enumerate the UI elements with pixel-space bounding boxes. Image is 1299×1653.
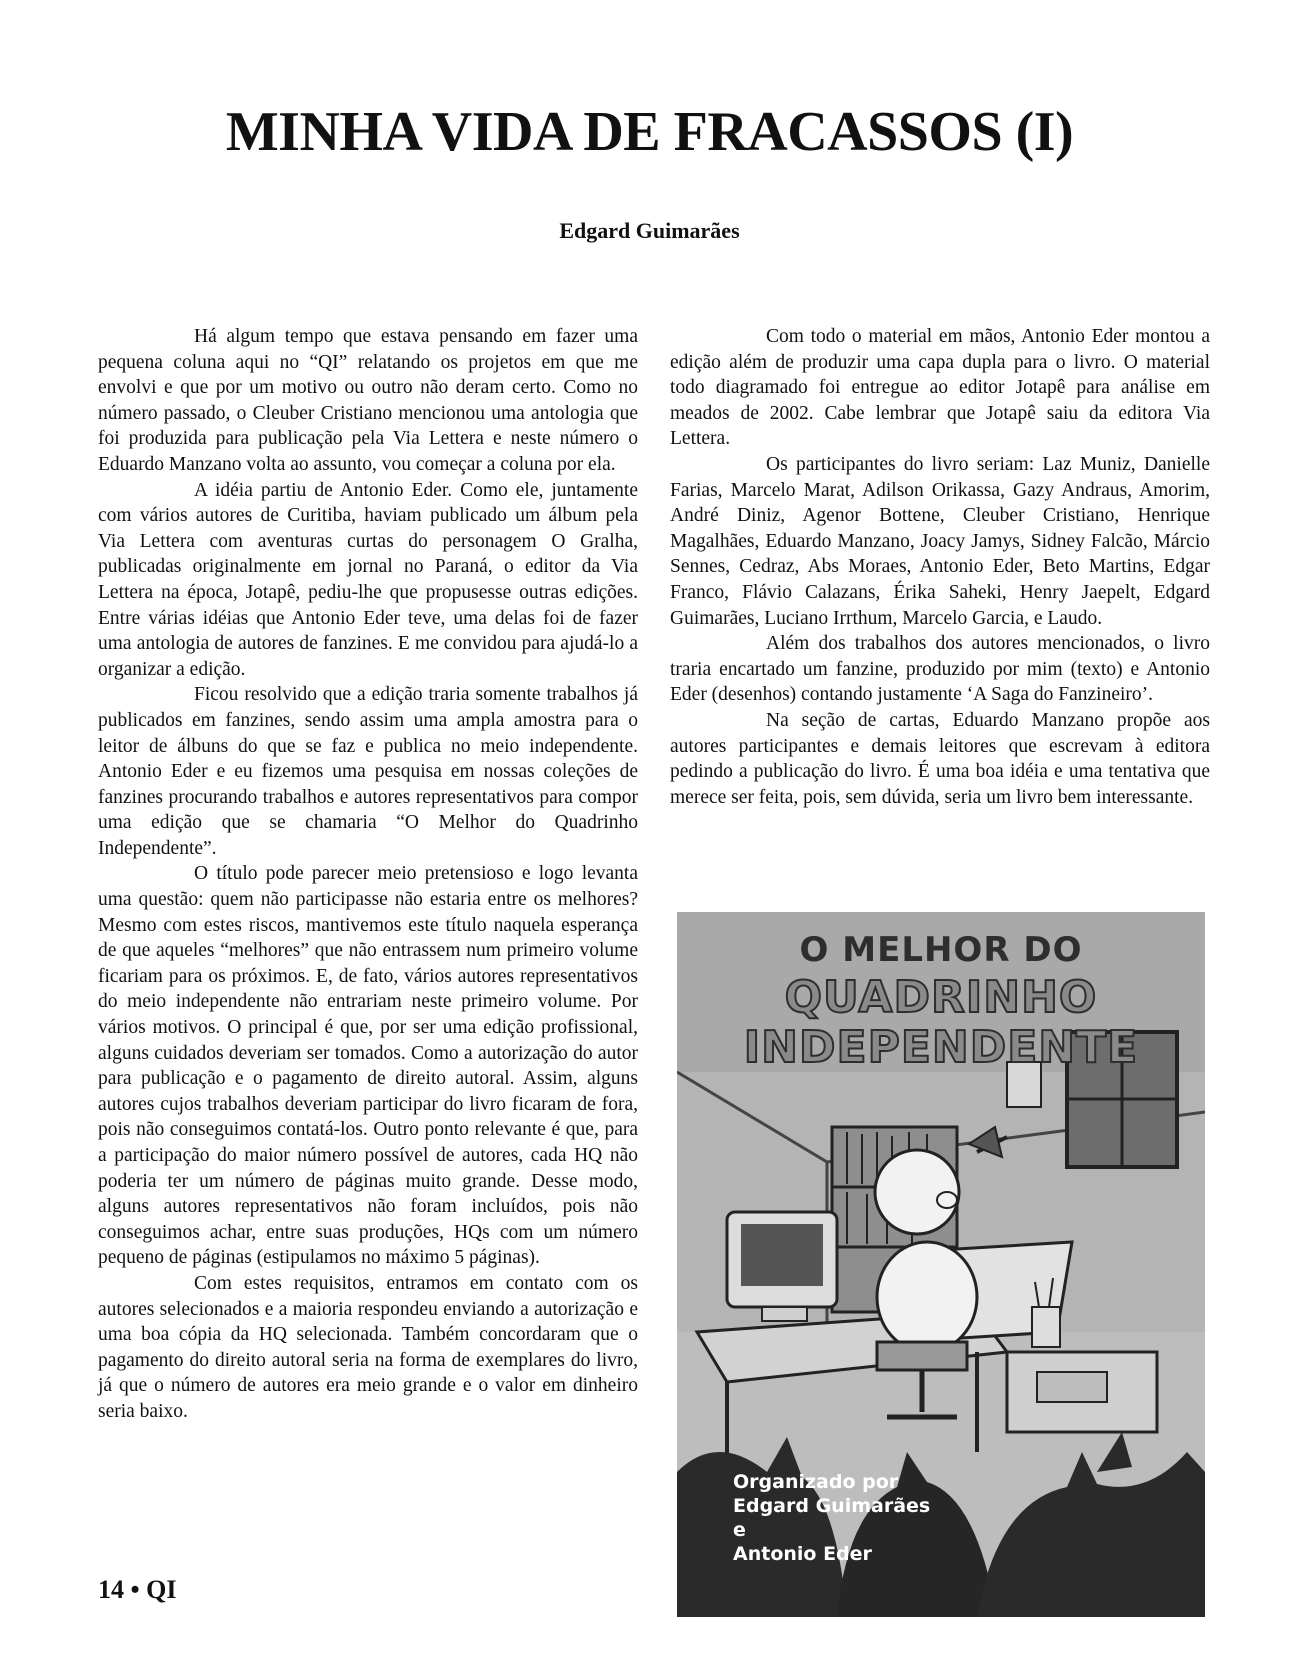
- cover-title-line1: O MELHOR DO: [799, 930, 1083, 970]
- paragraph: Na seção de cartas, Eduardo Manzano propõe aos autores participantes e demais leitores que escrevam à editora pedindo a publicação do livro. É uma boa idéia e uma tentativa que merece ser feita, pois, sem dúvida, seria um livro bem interessante.: [670, 709, 1210, 808]
- page-folio: 14 • QI: [98, 1575, 177, 1604]
- paragraph: Com todo o material em mãos, Antonio Eder montou a edição além de produzir uma capa dupla para o livro. O material todo diagramado foi entregue ao editor Jotapê para análise em meados de 2002. Cabe lembrar que Jotapê saiu da editora Via Lettera.: [670, 326, 1210, 450]
- right-column: [670, 324, 1210, 810]
- cover-credit-line: Edgard Guimarães: [733, 1495, 931, 1517]
- left-column: [98, 324, 638, 1425]
- cover-credit-line: Organizado por: [733, 1471, 899, 1493]
- paragraph: Os participantes do livro seriam: Laz Muniz, Danielle Farias, Marcelo Marat, Adilson Orikassa, Gazy Andraus, Amorim, André Diniz, Agenor Bottene, Cleuber Cristiano, Henrique Magalhães, Eduardo Manzano, Joacy Jamys, Sidney Falcão, Márcio Sennes, Cedraz, Abs Moraes, Antonio Eder, Beto Martins, Edgar Franco, Flávio Calazans, Érika Saheki, Henry Jaepelt, Edgard Guimarães, Luciano Irrthum, Marcelo Garcia, e Laudo.: [670, 453, 1210, 629]
- paragraph: Com estes requisitos, entramos em contato com os autores selecionados e a maioria respondeu enviando a autorização e uma boa cópia da HQ selecionada. Também concordaram que o pagamento do direito autoral seria na forma de exemplares do livro, já que o número de autores era meio grande e o valor em dinheiro seria baixo.: [98, 1272, 638, 1422]
- cover-title-line2: QUADRINHO: [784, 972, 1098, 1023]
- article-author: Edgard Guimarães: [559, 218, 740, 243]
- paragraph: A idéia partiu de Antonio Eder. Como ele, juntamente com vários autores de Curitiba, haviam publicado um álbum pela Via Lettera com aventuras curtas do personagem O Gralha, publicadas originalmente em jornal no Paraná, o editor da Via Lettera na época, Jotapê, pediu-lhe que propusesse outras edições. Entre várias idéias que Antonio Eder teve, uma delas foi de fazer uma antologia de autores de fanzines. E me convidou para ajudá-lo a organizar a edição.: [98, 479, 638, 680]
- book-cover-image: [677, 912, 1205, 1617]
- cover-credit-line: e: [733, 1519, 746, 1541]
- paragraph: O título pode parecer meio pretensioso e logo levanta uma questão: quem não participasse não estaria entre os melhores? Mesmo com estes riscos, mantivemos este título naquela esperança de que aqueles “melhores” que não entrassem num primeiro volume ficariam para os próximos. E, de fato, vários autores representativos do meio independente não entrariam neste primeiro volume. Por vários motivos. O principal é que, por ser uma edição profissional, alguns cuidados deveriam ser tomados. Como a autorização do autor para publicação e o pagamento de direito autoral. Assim, alguns autores cujos trabalhos deveriam participar do livro ficaram de fora, pois não conseguimos contatá-los. Outro ponto relevante é que, para a participação do maior número possível de autores, cada HQ não poderia ter um número de páginas muito grande. Desse modo, alguns autores representativos não foram incluídos, pois não conseguimos achar, entre suas produções, HQs com um número pequeno de páginas (estipulamos no máximo 5 páginas).: [98, 863, 638, 1269]
- cover-credit-line: Antonio Eder: [733, 1543, 872, 1565]
- paragraph: Ficou resolvido que a edição traria somente trabalhos já publicados em fanzines, sendo assim uma ampla amostra para o leitor de álbuns do que se faz e publica no meio independente. Antonio Eder e eu fizemos uma pesquisa em nossas coleções de fanzines procurando trabalhos e autores representativos para compor uma edição que se chamaria “O Melhor do Quadrinho Independente”.: [98, 684, 638, 859]
- paragraph: Além dos trabalhos dos autores mencionados, o livro traria encartado um fanzine, produzido por mim (texto) e Antonio Eder (desenhos) contando justamente ‘A Saga do Fanzineiro’.: [670, 633, 1210, 706]
- cover-title-line3: INDEPENDENTE: [743, 1022, 1139, 1073]
- article-title: MINHA VIDA DE FRACASSOS (I): [225, 101, 1074, 163]
- paragraph: Há algum tempo que estava pensando em fazer uma pequena coluna aqui no “QI” relatando os projetos em que me envolvi e que por um motivo ou outro não deram certo. Como no número passado, o Cleuber Cristiano mencionou uma antologia que foi produzida para publicação pela Via Lettera e neste número o Eduardo Manzano volta ao assunto, vou começar a coluna por ela.: [98, 326, 638, 475]
- cover-credits: [733, 1470, 930, 1566]
